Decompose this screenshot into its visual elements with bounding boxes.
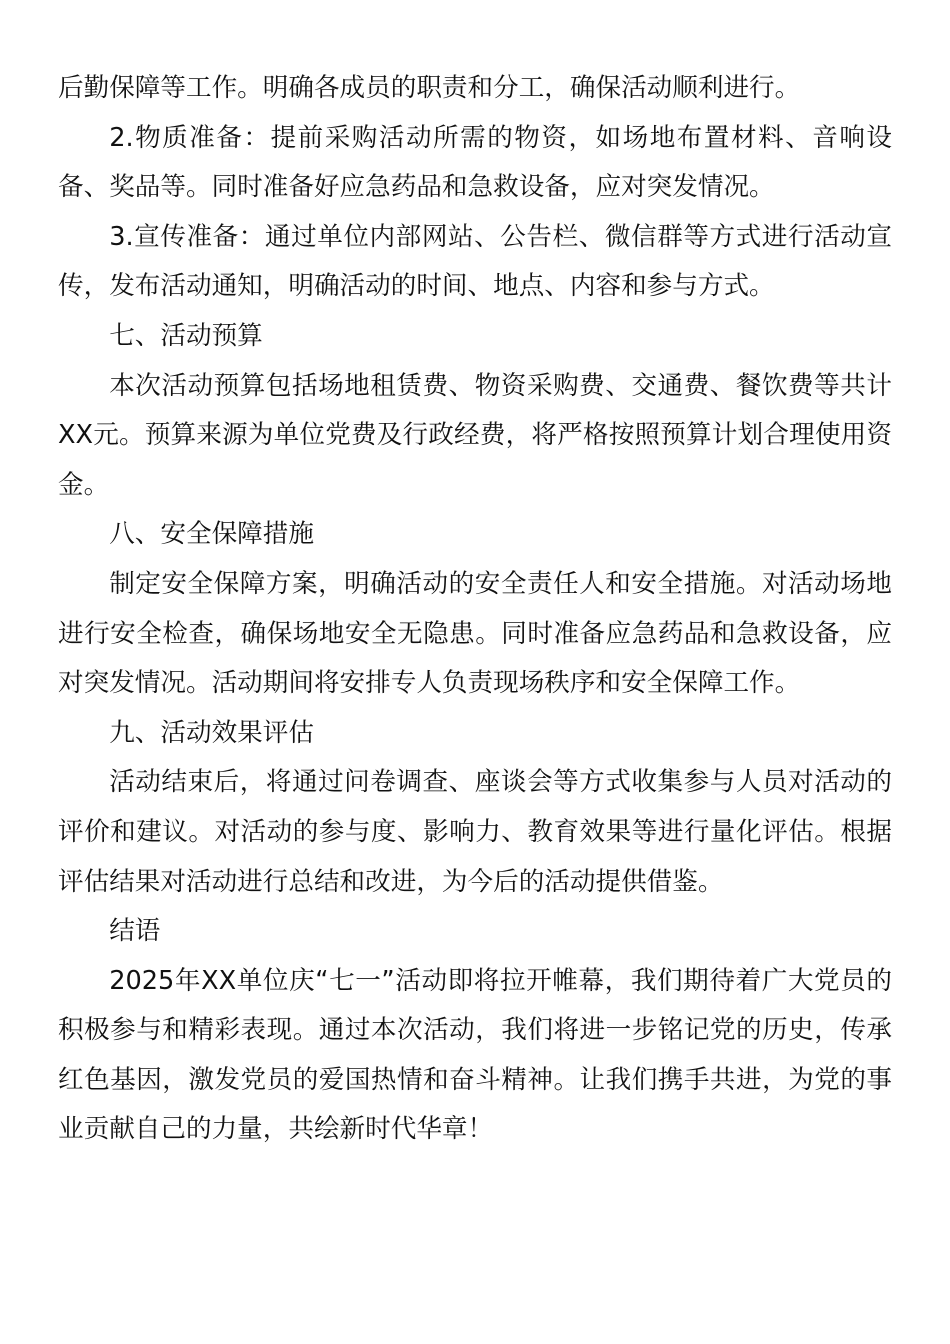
paragraph-conclusion: 2025年XX单位庆“七一”活动即将拉开帷幕，我们期待着广大党员的积极参与和精彩表现。通过本次活动，我们将进一步铭记党的历史，传承红色基因，激发党员的爱国热情和奋斗精神。让我们携手共进，为党的事业贡献自己的力量，共绘新时代华章！ xyxy=(58,965,892,1145)
paragraph-logistics-continuation: 后勤保障等工作。明确各成员的职责和分工，确保活动顺利进行。 xyxy=(58,73,801,103)
heading-conclusion: 结语 xyxy=(109,916,161,947)
paragraph-publicity-preparation: 3.宣传准备：通过单位内部网站、公告栏、微信群等方式进行活动宣传，发布活动通知，明确活动的时间、地点、内容和参与方式。 xyxy=(58,221,892,302)
heading-budget: 七、活动预算 xyxy=(109,320,263,351)
heading-effect-evaluation: 九、活动效果评估 xyxy=(109,717,314,748)
paragraph-effect-evaluation: 活动结束后，将通过问卷调查、座谈会等方式收集参与人员对活动的评价和建议。对活动的参与度、影响力、教育效果等进行量化评估。根据评估结果对活动进行总结和改进，为今后的活动提供借鉴。 xyxy=(58,767,892,897)
heading-safety-measures: 八、安全保障措施 xyxy=(109,519,314,550)
document-page xyxy=(58,64,892,1155)
paragraph-safety-measures: 制定安全保障方案，明确活动的安全责任人和安全措施。对活动场地进行安全检查，确保场地安全无隐患。同时准备应急药品和急救设备，应对突发情况。活动期间将安排专人负责现场秩序和安全保障工作。 xyxy=(58,568,892,699)
paragraph-budget: 本次活动预算包括场地租赁费、物资采购费、交通费、餐饮费等共计XX元。预算来源为单位党费及行政经费，将严格按照预算计划合理使用资金。 xyxy=(58,370,892,500)
paragraph-material-preparation: 2.物质准备：提前采购活动所需的物资，如场地布置材料、音响设备、奖品等。同时准备好应急药品和急救设备，应对突发情况。 xyxy=(58,122,892,203)
